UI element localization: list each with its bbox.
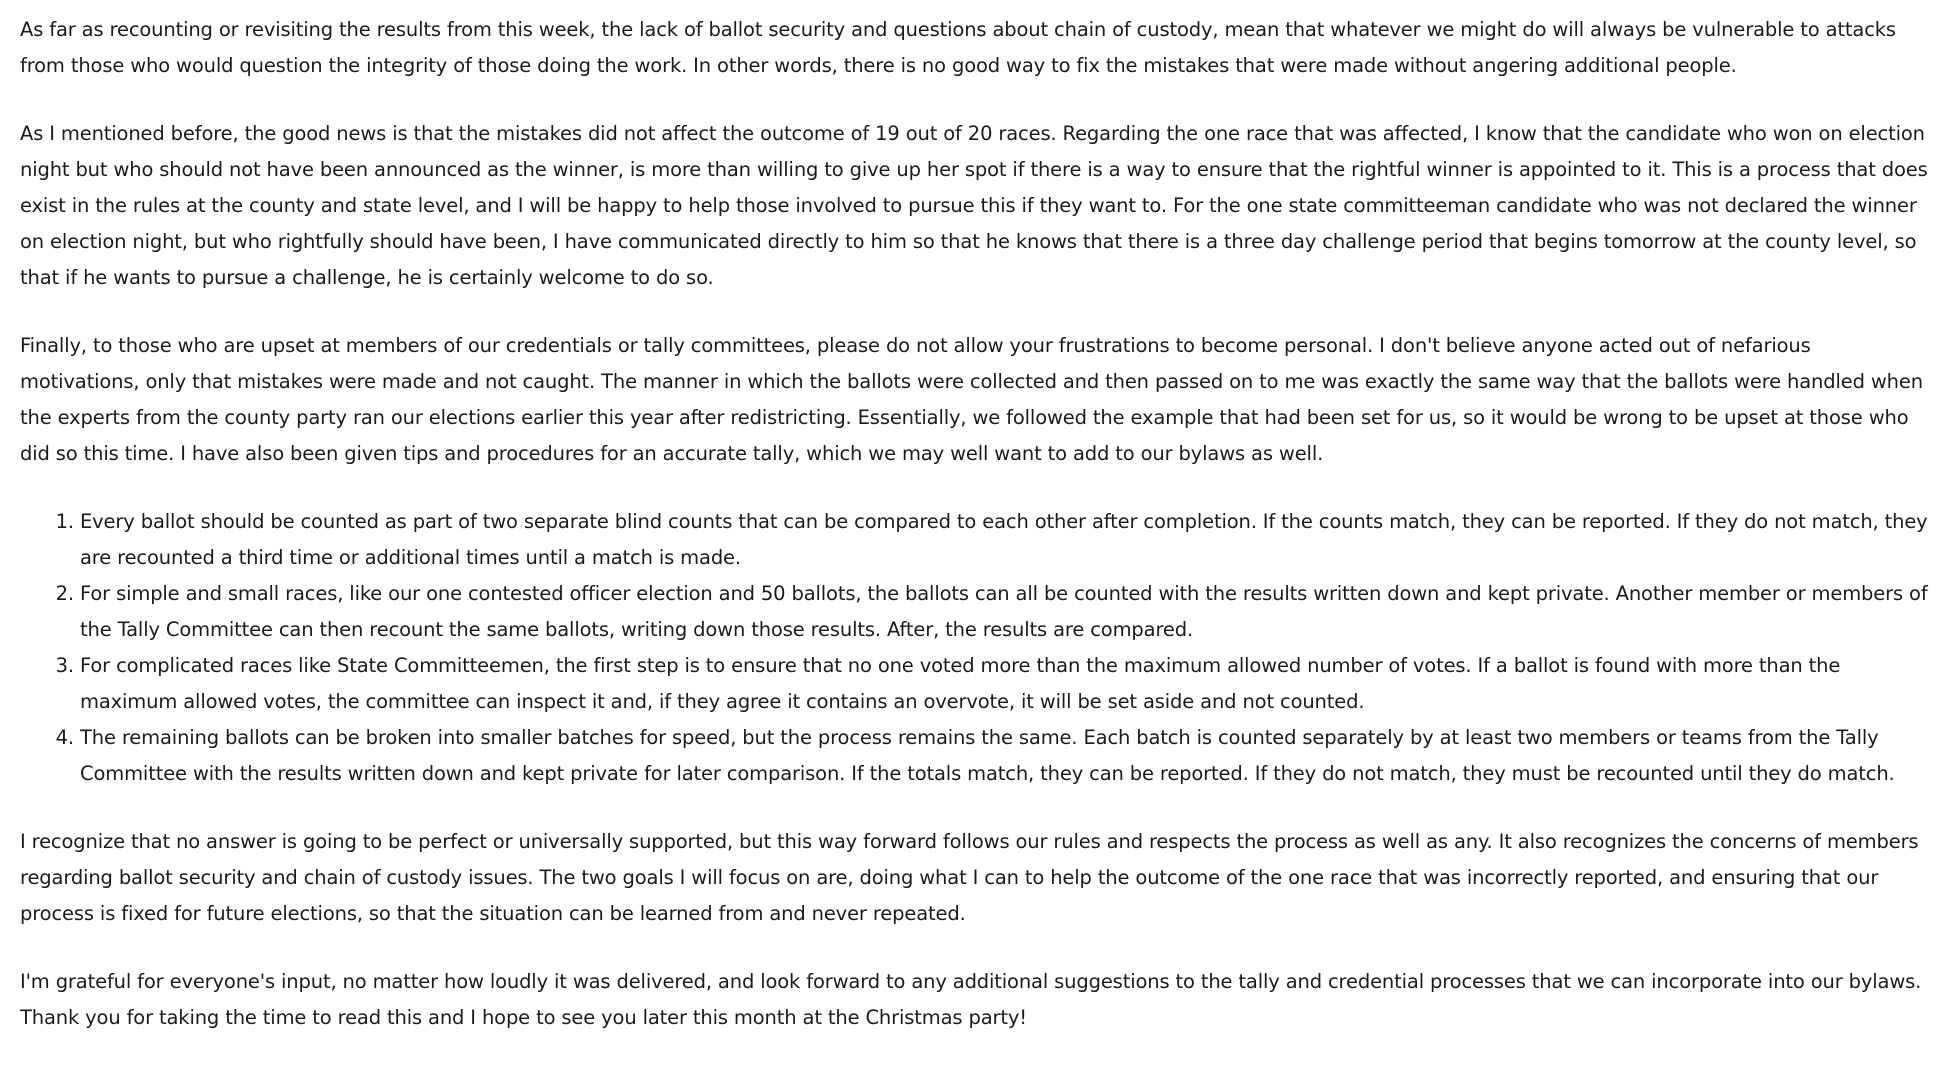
- paragraph-finally: Finally, to those who are upset at members of our credentials or tally committees, please do not allow your frustrations to become personal. I don't believe anyone acted out of nefarious motivations, only that mistakes were made and not caught. The manner in which the ballots were collected and then passed on to me was exactly the same way that the ballots were handled when the experts from the county party ran our elections earlier this year after redistricting. Essentially, we followed the example that had been set for us, so it would be wrong to be upset at those who did so this time. I have also been given tips and procedures for an accurate tally, which we may well want to add to our bylaws as well.: [20, 334, 1923, 465]
- paragraph-grateful: I'm grateful for everyone's input, no matter how loudly it was delivered, and look forward to any additional suggestions to the tally and credential processes that we can incorporate into our bylaws. Thank you for taking the time to read this and I hope to see you later this month at the Christmas party!: [20, 970, 1922, 1029]
- list-item: 3. For complicated races like State Committeemen, the first step is to ensure that no one voted more than the maximum allowed number of votes. If a ballot is found with more than the maximum allowed votes, the committee can inspect it and, if they agree it contains an overvote, it will be set aside and not counted.: [80, 648, 1932, 720]
- tally-procedures-list: [20, 504, 1932, 792]
- paragraph-good-news: As I mentioned before, the good news is that the mistakes did not affect the outcome of 19 out of 20 races. Regarding the one race that was affected, I know that the candidate who won on election night but who should not have been announced as the winner, is more than willing to give up her spot if there is a way to ensure that the rightful winner is appointed to it. This is a process that does exist in the rules at the county and state level, and I will be happy to help those involved to pursue this if they want to. For the one state committeeman candidate who was not declared the winner on election night, but who rightfully should have been, I have communicated directly to him so that he knows that there is a three day challenge period that begins tomorrow at the county level, so that if he wants to pursue a challenge, he is certainly welcome to do so.: [20, 122, 1928, 289]
- paragraph-recounting: As far as recounting or revisiting the results from this week, the lack of ballot security and questions about chain of custody, mean that whatever we might do will always be vulnerable to attacks from those who would question the integrity of those doing the work. In other words, there is no good way to fix the mistakes that were made without angering additional people.: [20, 18, 1896, 77]
- list-item: 1. Every ballot should be counted as part of two separate blind counts that can be compared to each other after completion. If the counts match, they can be reported. If they do not match, they are recounted a third time or additional times until a match is made.: [80, 504, 1932, 576]
- list-item: 4. The remaining ballots can be broken into smaller batches for speed, but the process remains the same. Each batch is counted separately by at least two members or teams from the Tally Committee with the results written down and kept private for later comparison. If the totals match, they can be reported. If they do not match, they must be recounted until they do match.: [80, 720, 1932, 792]
- message-body: [20, 12, 1932, 1068]
- list-item: 2. For simple and small races, like our one contested officer election and 50 ballots, the ballots can all be counted with the results written down and kept private. Another member or members of the Tally Committee can then recount the same ballots, writing down those results. After, the results are compared.: [80, 576, 1932, 648]
- paragraph-recognize: I recognize that no answer is going to be perfect or universally supported, but this way forward follows our rules and respects the process as well as any. It also recognizes the concerns of members regarding ballot security and chain of custody issues. The two goals I will focus on are, doing what I can to help the outcome of the one race that was incorrectly reported, and ensuring that our process is fixed for future elections, so that the situation can be learned from and never repeated.: [20, 830, 1919, 925]
